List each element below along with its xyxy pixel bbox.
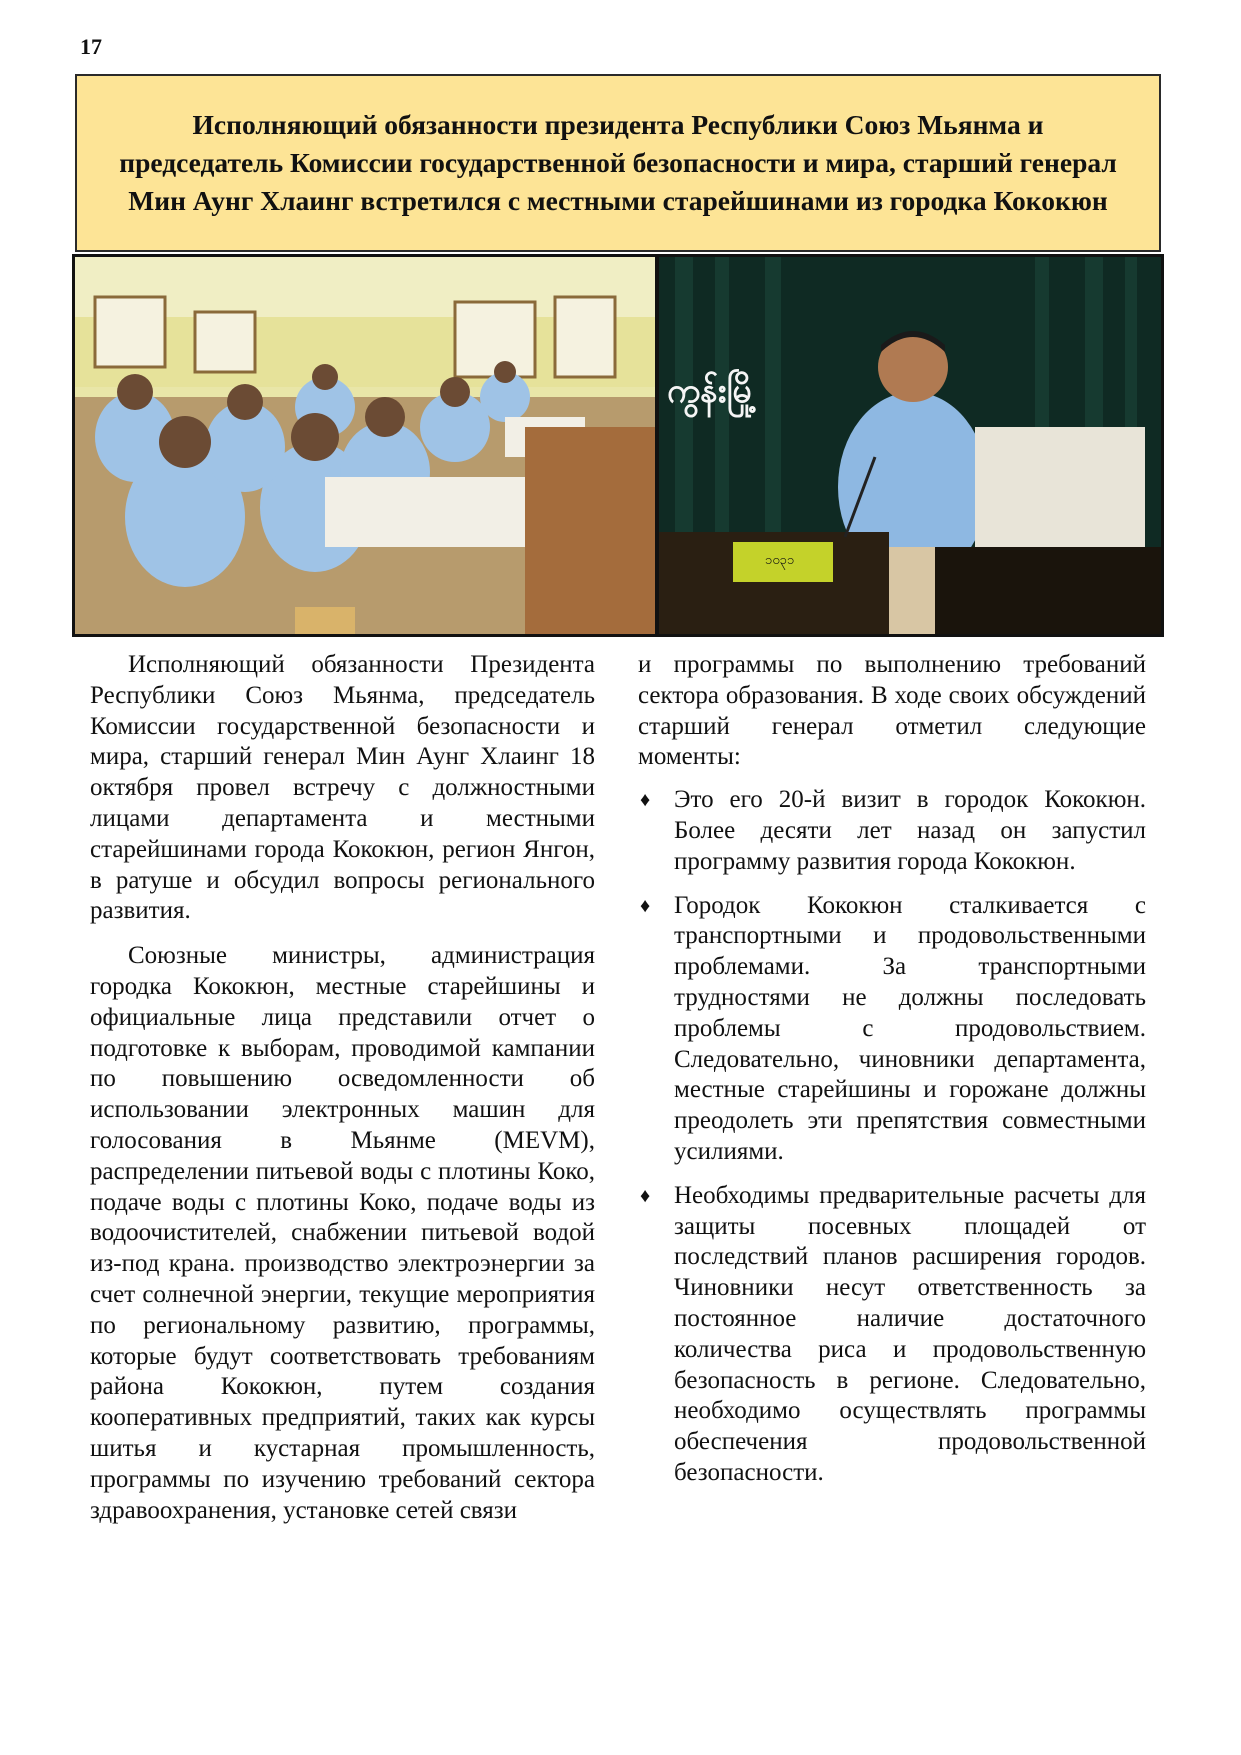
list-item-text: Это его 20-й визит в городок Кококюн. Более десяти лет назад он запустил программу развития города Кококюн.: [674, 786, 1146, 875]
article-paragraph-continued: и программы по выполнению требований сектора образования. В ходе своих обсуждений старший генерал отметил следующие моменты:: [638, 651, 1146, 771]
list-item: [638, 1181, 1146, 1489]
banner-text: ကွန်းမြို့: [667, 371, 757, 411]
speaker-photo: [659, 257, 1161, 634]
article-paragraph: Исполняющий обязанности Президента Республики Союз Мьянма, председатель Комиссии государственной безопасности и мира, старший генерал Мин Аунг Хлаинг 18 октября провел встречу с должностными лицами департамента и местными старейшинами города Кококюн, регион Янгон, в ратуше и обсудил вопросы регионального развития.: [90, 651, 595, 925]
headline: Исполняющий обязанности президента Республики Союз Мьянма и председатель Комиссии государственной безопасности и мира, старший генерал Мин Аунг Хлаинг встретился с местными старейшинами из городка Кококюн: [119, 109, 1117, 216]
list-item: [638, 785, 1146, 877]
list-item-text: Городок Кококюн сталкивается с транспортными и продовольственными проблемами. За транспортными трудностями не должны последовать проблемы с продовольствием. Следовательно, чиновники департамента, местные старейшины и горожане должны преодолеть эти препятствия совместными усилиями.: [674, 891, 1146, 1165]
podium-number: ၁၀၃၁: [765, 553, 795, 568]
meeting-hall-photo: [75, 257, 655, 634]
key-points-list: [638, 785, 1146, 1489]
photo-strip: [72, 254, 1164, 637]
diamond-bullet-icon: ♦: [640, 894, 651, 917]
list-item-text: Необходимы предварительные расчеты для защиты посевных площадей от последствий планов расширения городов. Чиновники несут ответственность за постоянное наличие достаточного количества риса и продовольственную безопасность в регионе. Следовательно, необходимо осуществлять программы обеспечения продовольственной безопасности.: [674, 1181, 1146, 1486]
page-number: 17: [80, 34, 102, 59]
article-column-left: [90, 650, 595, 1540]
headline-box: [75, 74, 1161, 252]
diamond-bullet-icon: ♦: [640, 1184, 651, 1207]
article-column-right: [638, 650, 1146, 1502]
list-item: [638, 891, 1146, 1168]
diamond-bullet-icon: ♦: [640, 789, 651, 812]
article-paragraph: Союзные министры, администрация городка Кококюн, местные старейшины и официальные лица представили отчет о подготовке к выборам, проводимой кампании по повышению осведомленности об использовании электронных машин для голосования в Мьянме (MEVM), распределении питьевой воды с плотины Коко, подаче воды с плотины Коко, подаче воды из водоочистителей, снабжении питьевой водой из-под крана. производство электроэнергии за счет солнечной энергии, текущие мероприятия по региональному развитию, программы, которые будут соответствовать требованиям района Кококюн, путем создания кооперативных предприятий, таких как курсы шитья и кустарная промышленность, программы по изучению требований сектора здравоохранения, установке сетей связи: [90, 942, 595, 1524]
